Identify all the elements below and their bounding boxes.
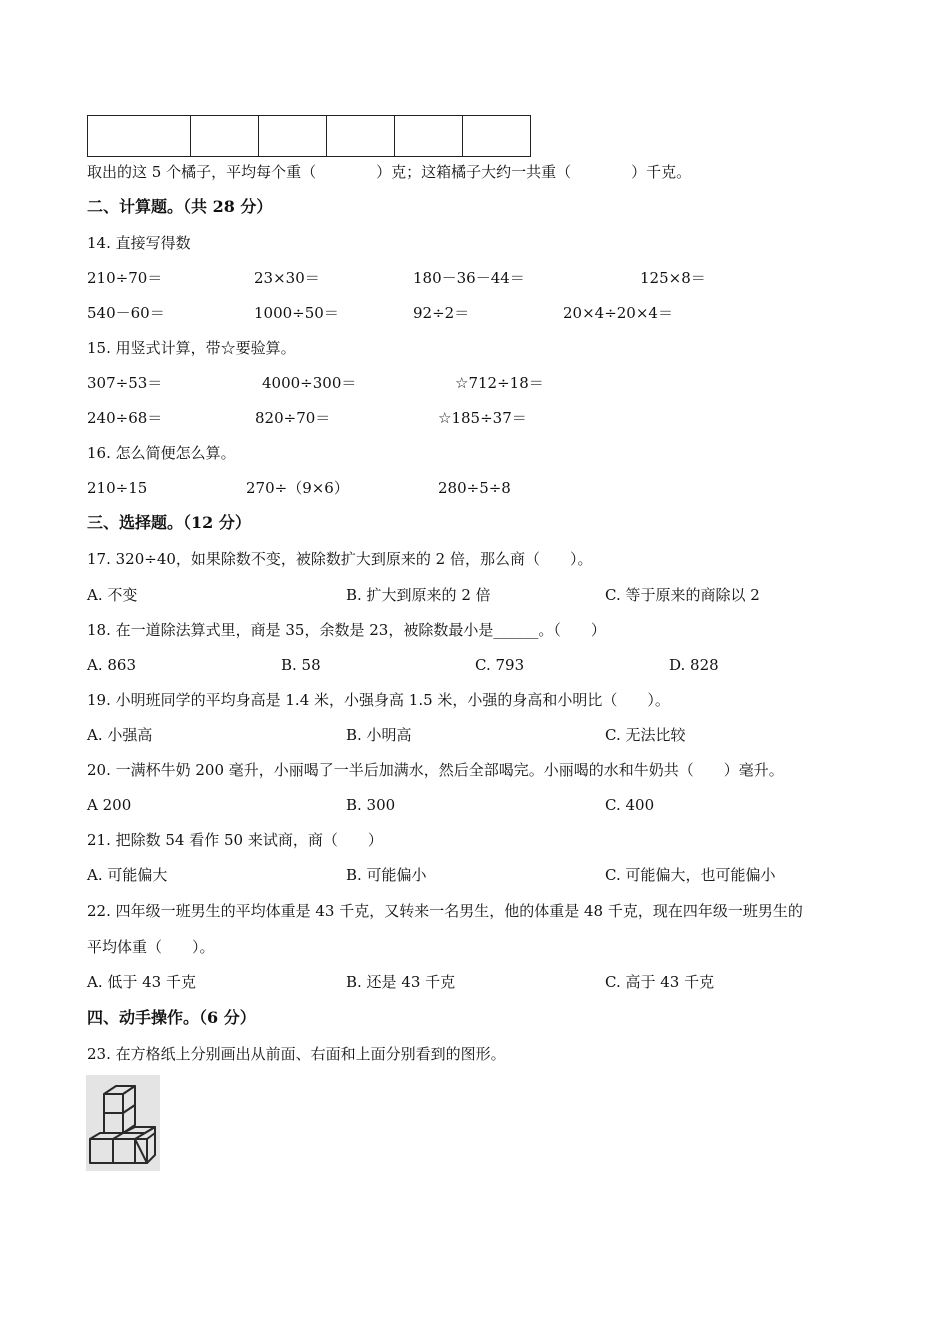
q17-stem: 17. 320÷40，如果除数不变，被除数扩大到原来的 2 倍，那么商（ ）。: [87, 550, 593, 568]
table-cell: [259, 116, 327, 157]
table-cell: [88, 116, 191, 157]
q19-option-b: B. 小明高: [346, 726, 412, 744]
q23-stem: 23. 在方格纸上分别画出从前面、右面和上面分别看到的图形。: [87, 1045, 506, 1063]
q15-r2-c3: ☆185÷37＝: [438, 409, 527, 427]
q16-c2: 270÷（9×6）: [246, 479, 349, 497]
q17-option-c: C. 等于原来的商除以 2: [605, 586, 760, 604]
q15-r1-c3: ☆712÷18＝: [455, 374, 544, 392]
q21-stem: 21. 把除数 54 看作 50 来试商，商（ ）: [87, 831, 383, 849]
q19-option-a: A. 小强高: [87, 726, 153, 744]
q18-option-a: A. 863: [87, 656, 136, 674]
q20-option-c: C. 400: [605, 796, 655, 814]
q14-r2-c3: 92÷2＝: [413, 304, 470, 322]
section3-heading: 三、选择题。（12 分）: [87, 513, 251, 532]
q14-r2-c2: 1000÷50＝: [254, 304, 339, 322]
q22-stem-line2: 平均体重（ ）。: [87, 938, 215, 956]
table-cell: [191, 116, 259, 157]
q14-r2-c4: 20×4÷20×4＝: [563, 304, 673, 322]
q19-stem: 19. 小明班同学的平均身高是 1.4 米，小强身高 1.5 米，小强的身高和小明比（ ）。: [87, 691, 670, 709]
q14-r1-c4: 125×8＝: [640, 269, 706, 287]
q17-option-a: A. 不变: [87, 586, 138, 604]
q21-option-c: C. 可能偏大，也可能偏小: [605, 866, 776, 884]
q15-r1-c1: 307÷53＝: [87, 374, 163, 392]
q16-title: 16. 怎么简便怎么算。: [87, 444, 236, 462]
table-row: [88, 116, 531, 157]
q15-r2-c2: 820÷70＝: [255, 409, 331, 427]
q22-stem-line1: 22. 四年级一班男生的平均体重是 43 千克，又转来一名男生，他的体重是 48 千克，现在四年级一班男生的: [87, 902, 803, 920]
q22-option-c: C. 高于 43 千克: [605, 973, 715, 991]
q16-c3: 280÷5÷8: [438, 479, 511, 497]
table-cell: [395, 116, 463, 157]
section2-heading: 二、计算题。（共 28 分）: [87, 197, 273, 216]
q18-option-c: C. 793: [475, 656, 525, 674]
q20-option-a: A 200: [87, 796, 132, 814]
q16-c1: 210÷15: [87, 479, 148, 497]
q15-r1-c2: 4000÷300＝: [262, 374, 357, 392]
q14-r1-c3: 180－36－44＝: [413, 269, 525, 287]
cube-figure: [86, 1075, 160, 1171]
q21-option-a: A. 可能偏大: [87, 866, 168, 884]
q19-option-c: C. 无法比较: [605, 726, 686, 744]
q14-r1-c1: 210÷70＝: [87, 269, 163, 287]
q13-tail-text: 取出的这 5 个橘子，平均每个重（ ）克；这箱橘子大约一共重（ ）千克。: [87, 163, 692, 181]
q14-r1-c2: 23×30＝: [254, 269, 320, 287]
q20-option-b: B. 300: [346, 796, 396, 814]
q14-title: 14. 直接写得数: [87, 234, 191, 252]
weights-table: [87, 115, 531, 157]
q18-option-b: B. 58: [281, 656, 321, 674]
cube-stack-drawing: [86, 1075, 160, 1171]
q20-stem: 20. 一满杯牛奶 200 毫升，小丽喝了一半后加满水，然后全部喝完。小丽喝的水和牛奶共（ ）毫升。: [87, 761, 784, 779]
q18-stem: 18. 在一道除法算式里，商是 35，余数是 23，被除数最小是______。（ ）: [87, 621, 606, 639]
q14-r2-c1: 540－60＝: [87, 304, 165, 322]
section4-heading: 四、动手操作。（6 分）: [87, 1008, 256, 1027]
table-cell: [463, 116, 531, 157]
q15-title: 15. 用竖式计算，带☆要验算。: [87, 339, 296, 357]
q15-r2-c1: 240÷68＝: [87, 409, 163, 427]
q21-option-b: B. 可能偏小: [346, 866, 427, 884]
q22-option-b: B. 还是 43 千克: [346, 973, 456, 991]
q17-option-b: B. 扩大到原来的 2 倍: [346, 586, 491, 604]
q22-option-a: A. 低于 43 千克: [87, 973, 196, 991]
table-cell: [327, 116, 395, 157]
q18-option-d: D. 828: [669, 656, 719, 674]
